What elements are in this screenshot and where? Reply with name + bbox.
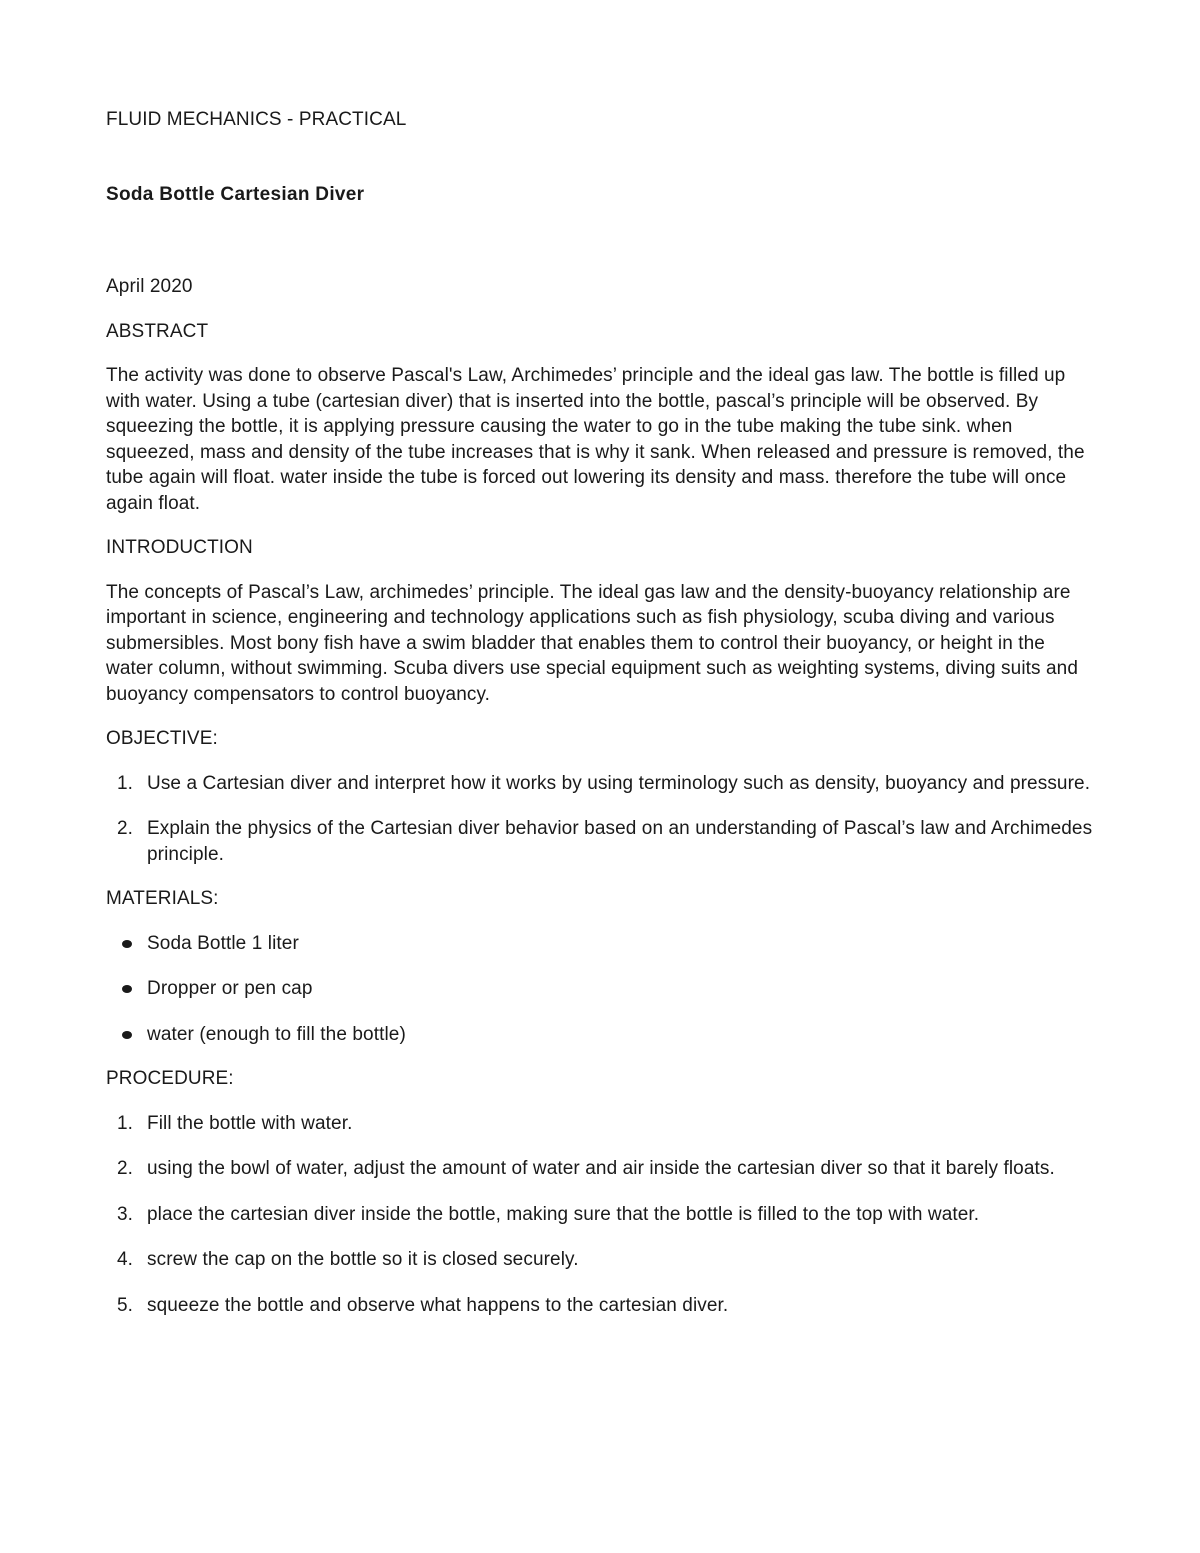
list-item [106,1293,1097,1319]
list-item [106,1022,1097,1048]
materials-list [106,931,1106,1048]
list-item [106,1247,1097,1273]
abstract-heading: ABSTRACT [106,320,209,342]
list-item [106,1202,1097,1228]
list-item-text: Fill the bottle with water. [147,1112,353,1134]
list-item [106,931,1097,957]
list-item-text: water (enough to fill the bottle) [147,1023,406,1045]
list-item-text: Use a Cartesian diver and interpret how it works by using terminology such as density, buoyancy and pressure. [147,772,1091,794]
list-item-text: Dropper or pen cap [147,978,313,999]
list-item-text: using the bowl of water, adjust the amount of water and air inside the cartesian diver so that it barely floats. [147,1158,1055,1179]
materials-heading: MATERIALS: [106,888,219,909]
list-item [106,976,1097,1002]
list-item-text: Soda Bottle 1 liter [147,932,299,954]
document-page [106,107,1106,1318]
bullet-icon [122,940,132,948]
course-title: FLUID MECHANICS - PRACTICAL [106,109,407,130]
list-number: 1. [117,1112,134,1134]
list-item [106,771,1097,797]
list-item-text: screw the cap on the bottle so it is closed securely. [147,1249,579,1270]
list-item-text: Explain the physics of the Cartesian diver behavior based on an understanding of Pascal’s law and Archimedes principle. [147,818,1093,865]
list-number: 4. [117,1249,134,1270]
list-number: 3. [117,1203,134,1225]
introduction-heading: INTRODUCTION [106,537,253,558]
abstract-text: The activity was done to observe Pascal's Law, Archimedes’ principle and the ideal gas law. The bottle is filled up with water. Using a tube (cartesian diver) that is inserted into the bottle, pascal’s principle will be observed. By squeezing the bottle, it is applying pressure causing the water to go in the tube making the tube sink. when squeezed, mass and density of the tube increases that is why it sank. When released and pressure is removed, the tube again will float. water inside the tube is forced out lowering its density and mass. therefore the tube will once again float. [106,365,1085,514]
bullet-icon [122,985,132,993]
bullet-icon [122,1031,132,1039]
introduction-text: The concepts of Pascal’s Law, archimedes’ principle. The ideal gas law and the density-buoyancy relationship are important in science, engineering and technology applications such as fish physiology, scuba diving and various submersibles. Most bony fish have a swim bladder that enables them to control their buoyancy, or height in the water column, without swimming. Scuba divers use special equipment such as weighting systems, diving suits and buoyancy compensators to control buoyancy. [106,581,1079,705]
objective-list [106,771,1106,868]
list-number: 2. [117,818,134,839]
list-item-text: squeeze the bottle and observe what happens to the cartesian diver. [147,1294,729,1316]
list-number: 5. [117,1294,134,1316]
procedure-list [106,1111,1106,1319]
procedure-heading: PROCEDURE: [106,1068,234,1089]
list-item-text: place the cartesian diver inside the bottle, making sure that the bottle is filled to the top with water. [147,1203,980,1225]
document-date: April 2020 [106,276,193,297]
list-item [106,1111,1097,1137]
document-title: Soda Bottle Cartesian Diver [106,183,365,205]
list-number: 1. [117,772,134,794]
objective-heading: OBJECTIVE: [106,728,218,749]
list-number: 2. [117,1158,134,1179]
list-item [106,1156,1097,1182]
list-item [106,816,1097,867]
